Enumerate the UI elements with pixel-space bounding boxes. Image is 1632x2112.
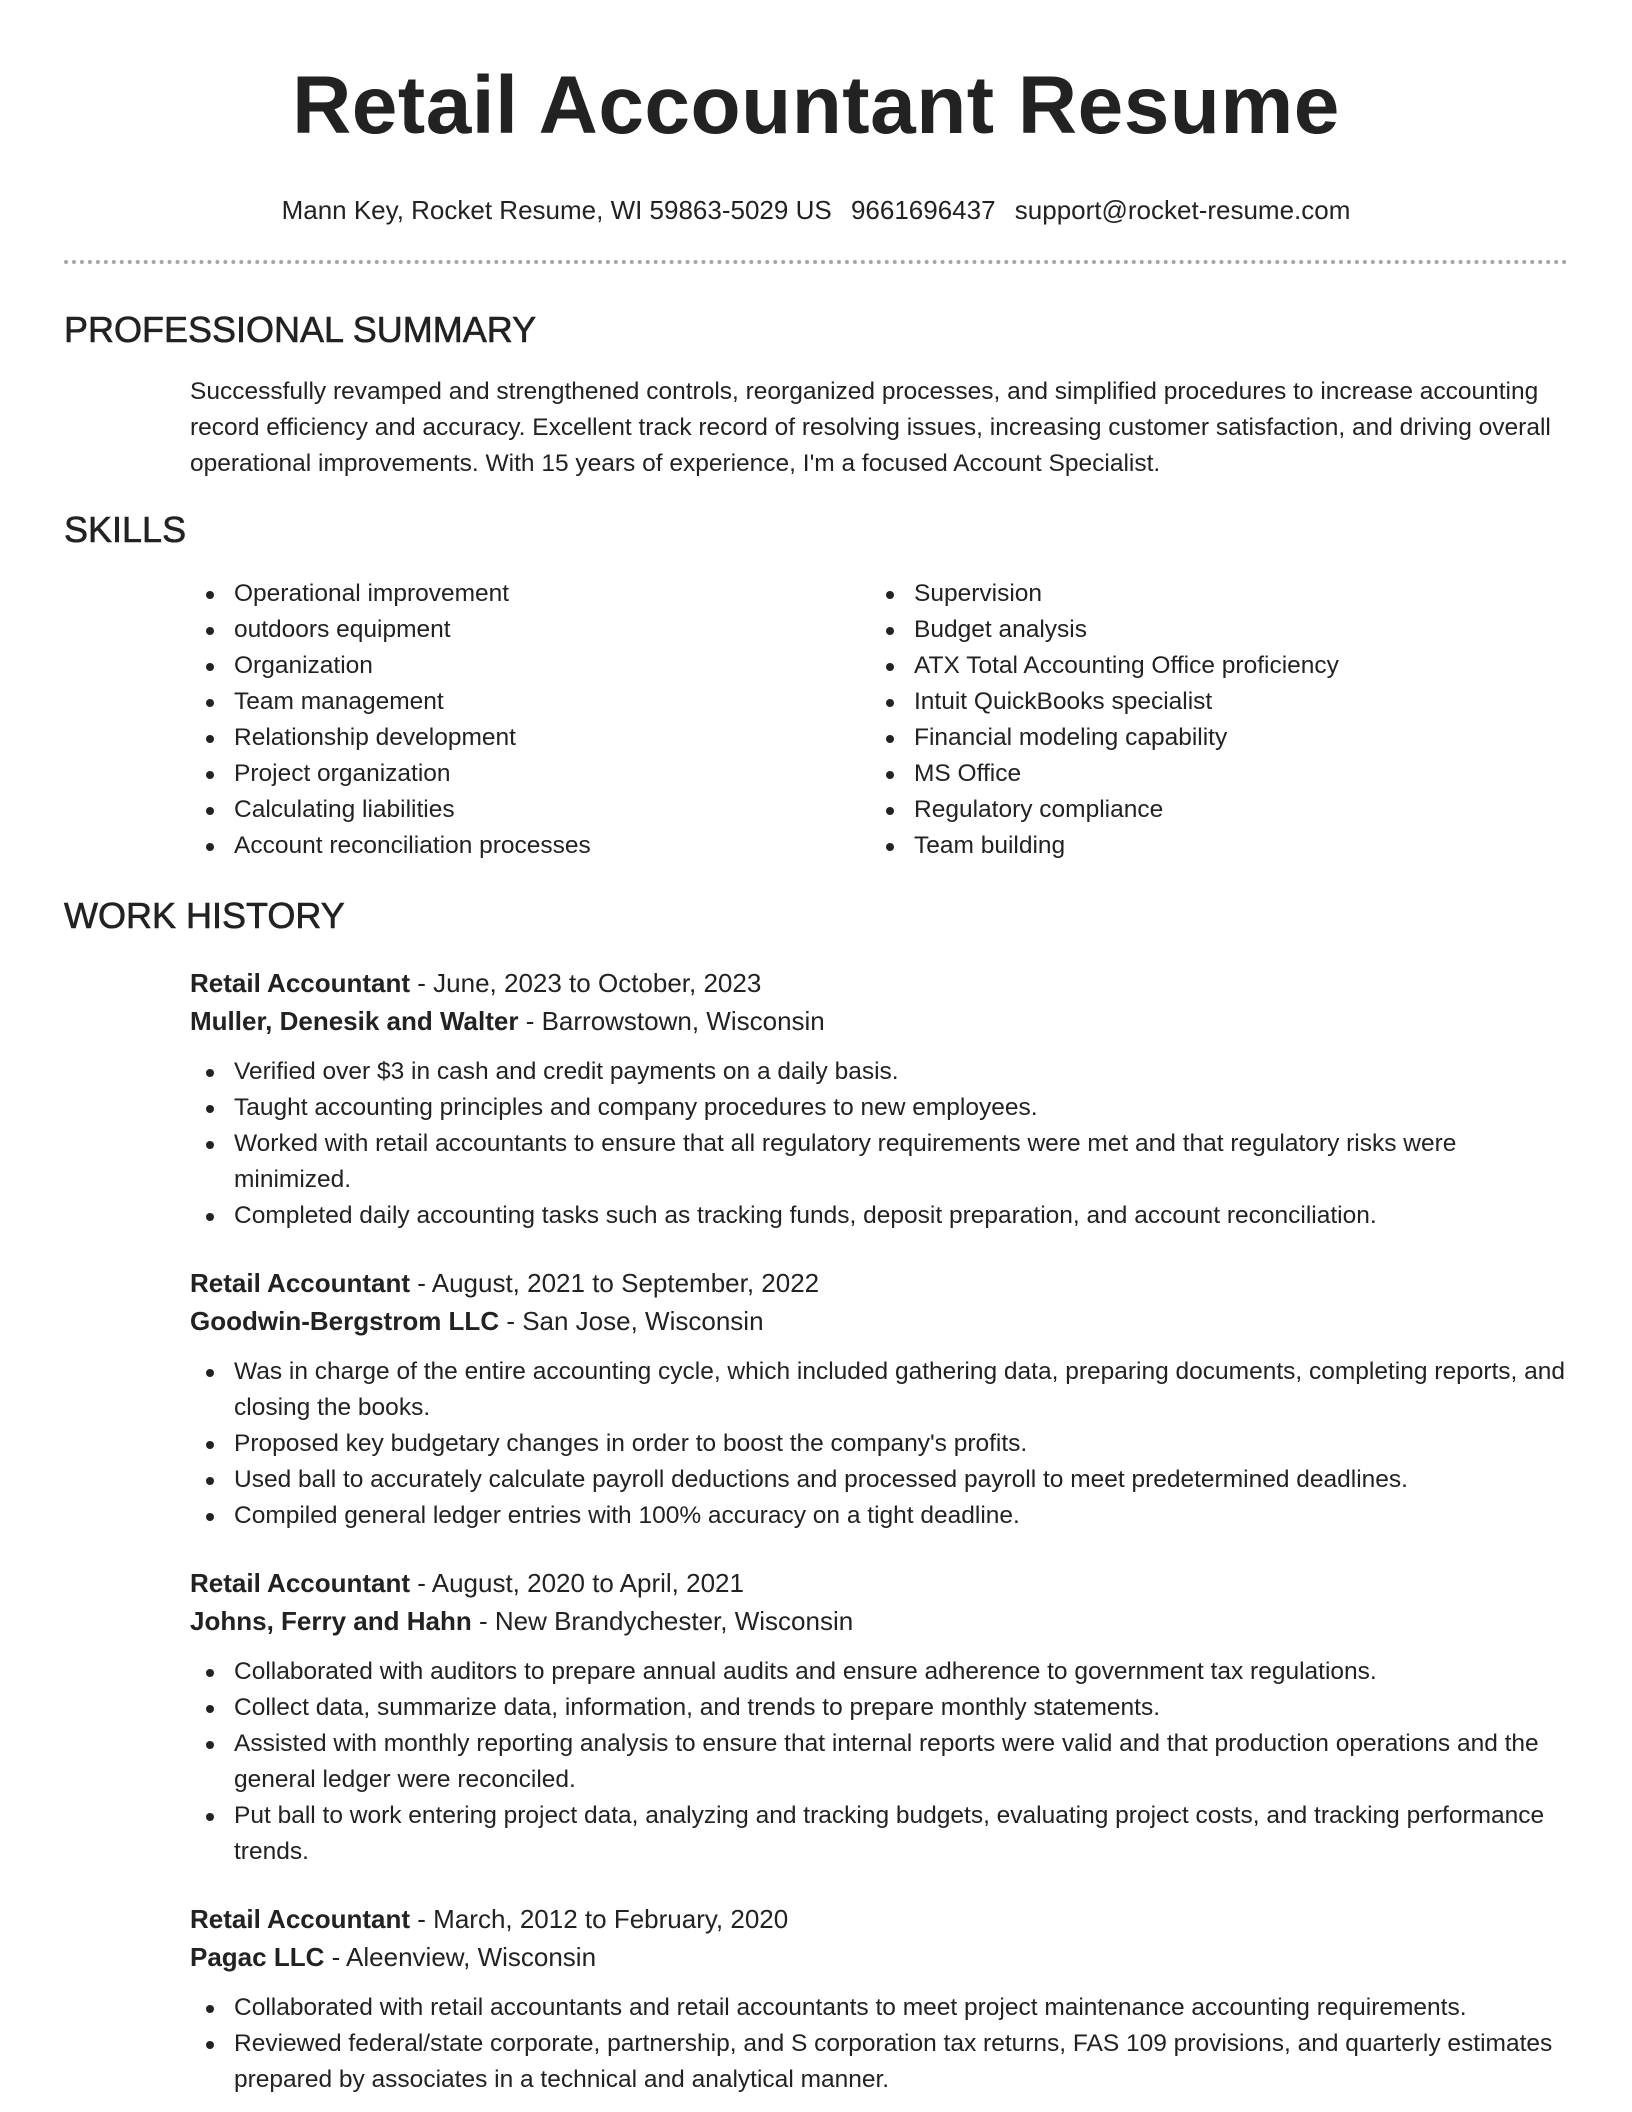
summary-text: Successfully revamped and strengthened controls, reorganized processes, and simplified procedures to increase accounting record efficiency and accuracy. Excellent track record of resolving issues, increasing customer satisfaction, and driving overall operational improvements. With 15 years of experience, I'm a focused Account Specialist.	[190, 378, 1551, 477]
job-bullet: Put ball to work entering project data, analyzing and tracking budgets, evaluating project costs, and tracking performance trends.	[190, 1798, 1568, 1870]
job-location: - New Brandychester, Wisconsin	[471, 1606, 854, 1636]
skill-item: Operational improvement	[190, 576, 870, 612]
skill-item: Team management	[190, 684, 870, 720]
job-dates: - August, 2021 to September, 2022	[410, 1268, 820, 1298]
job-title: Retail Accountant	[190, 968, 411, 998]
skill-item: Regulatory compliance	[870, 792, 1550, 828]
job-bullet: Used ball to accurately calculate payroll deductions and processed payroll to meet predetermined deadlines.	[190, 1462, 1568, 1498]
job-bullets	[190, 1354, 1568, 1534]
job-company-line	[190, 1002, 1568, 1040]
summary-section	[64, 308, 1568, 482]
job-bullet: Was in charge of the entire accounting cycle, which included gathering data, preparing documents, completing reports, and closing the books.	[190, 1354, 1568, 1426]
skills-heading: SKILLS	[64, 509, 187, 550]
skill-item: Intuit QuickBooks specialist	[870, 684, 1550, 720]
job-title-line	[190, 964, 1568, 1002]
job-title: Retail Accountant	[190, 1568, 411, 1598]
job-entry	[190, 1564, 1568, 1870]
job-company-line	[190, 1602, 1568, 1640]
job-bullet: Worked with retail accountants to ensure that all regulatory requirements were met and that regulatory risks were minimized.	[190, 1126, 1568, 1198]
work-history-section	[64, 894, 1568, 2098]
job-bullet: Collaborated with auditors to prepare annual audits and ensure adherence to government tax regulations.	[190, 1654, 1568, 1690]
summary-heading: PROFESSIONAL SUMMARY	[64, 309, 537, 350]
job-location: - San Jose, Wisconsin	[499, 1306, 764, 1336]
skill-item: Budget analysis	[870, 612, 1550, 648]
job-bullets	[190, 1654, 1568, 1870]
job-bullet: Assisted with monthly reporting analysis to ensure that internal reports were valid and that production operations and the general ledger were reconciled.	[190, 1726, 1568, 1798]
skill-item: MS Office	[870, 756, 1550, 792]
skill-item: Calculating liabilities	[190, 792, 870, 828]
skill-item: outdoors equipment	[190, 612, 870, 648]
job-title-line	[190, 1900, 1568, 1938]
job-bullet: Verified over $3 in cash and credit payments on a daily basis.	[190, 1054, 1568, 1090]
job-bullet: Collect data, summarize data, information, and trends to prepare monthly statements.	[190, 1690, 1568, 1726]
job-entry	[190, 1264, 1568, 1534]
job-company-line	[190, 1302, 1568, 1340]
contact-address: Mann Key, Rocket Resume, WI 59863-5029 US	[281, 195, 832, 225]
skill-item: Relationship development	[190, 720, 870, 756]
header-divider	[64, 260, 1568, 264]
job-bullets	[190, 1054, 1568, 1234]
skills-list-right	[870, 576, 1550, 864]
skill-item: Project organization	[190, 756, 870, 792]
job-bullet: Completed daily accounting tasks such as tracking funds, deposit preparation, and account reconciliation.	[190, 1198, 1568, 1234]
job-entry	[190, 964, 1568, 1234]
job-company-line	[190, 1938, 1568, 1976]
contact-line	[64, 194, 1568, 226]
job-title-line	[190, 1564, 1568, 1602]
job-dates: - August, 2020 to April, 2021	[410, 1568, 744, 1598]
work-history-heading: WORK HISTORY	[64, 895, 345, 936]
contact-email: support@rocket-resume.com	[1014, 195, 1351, 225]
skill-item: Financial modeling capability	[870, 720, 1550, 756]
job-bullet: Taught accounting principles and company procedures to new employees.	[190, 1090, 1568, 1126]
skill-item: Account reconciliation processes	[190, 828, 870, 864]
contact-phone: 9661696437	[850, 195, 996, 225]
job-bullet: Collaborated with retail accountants and retail accountants to meet project maintenance accounting requirements.	[190, 1990, 1568, 2026]
job-location: - Aleenview, Wisconsin	[324, 1942, 597, 1972]
job-dates: - March, 2012 to February, 2020	[410, 1904, 789, 1934]
job-bullet: Reviewed federal/state corporate, partnership, and S corporation tax returns, FAS 109 provisions, and quarterly estimates prepared by associates in a technical and analytical manner.	[190, 2026, 1568, 2098]
job-entry	[190, 1900, 1568, 2098]
skills-section	[64, 508, 1568, 864]
job-company: Pagac LLC	[190, 1942, 325, 1972]
job-title-line	[190, 1264, 1568, 1302]
skill-item: Organization	[190, 648, 870, 684]
job-title: Retail Accountant	[190, 1904, 411, 1934]
job-bullets	[190, 1990, 1568, 2098]
job-title: Retail Accountant	[190, 1268, 411, 1298]
skills-list-left	[190, 576, 870, 864]
job-location: - Barrowstown, Wisconsin	[518, 1006, 825, 1036]
job-company: Muller, Denesik and Walter	[190, 1006, 519, 1036]
skill-item: ATX Total Accounting Office proficiency	[870, 648, 1550, 684]
skills-columns	[190, 576, 1568, 864]
skill-item: Team building	[870, 828, 1550, 864]
job-company: Goodwin-Bergstrom LLC	[190, 1306, 500, 1336]
job-bullet: Compiled general ledger entries with 100% accuracy on a tight deadline.	[190, 1498, 1568, 1534]
page-title: Retail Accountant Resume	[292, 60, 1340, 151]
job-bullet: Proposed key budgetary changes in order to boost the company's profits.	[190, 1426, 1568, 1462]
job-dates: - June, 2023 to October, 2023	[410, 968, 762, 998]
job-company: Johns, Ferry and Hahn	[190, 1606, 472, 1636]
skill-item: Supervision	[870, 576, 1550, 612]
